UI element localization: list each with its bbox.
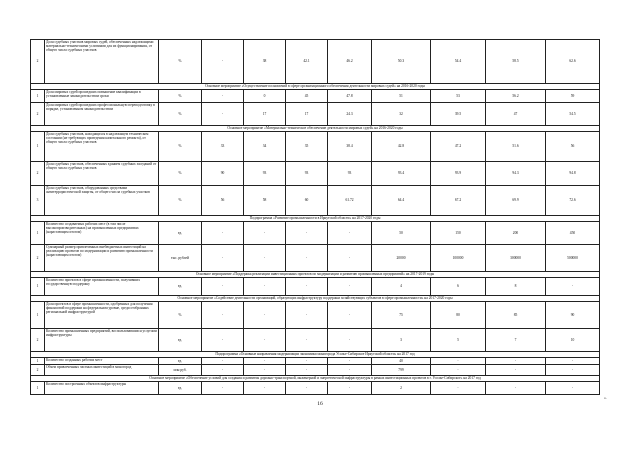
table-row xyxy=(31,40,600,84)
row-number: 2 xyxy=(31,245,45,272)
table-row xyxy=(31,132,600,162)
section-title: Подпрограмма «Развитие промышленности в Иркутской области» на 2017-2020 годы xyxy=(31,216,600,222)
indicator-name: Доля мировых судей прошедших профессиональную переподготовку в порядке, установленном законодательством xyxy=(45,103,159,126)
value-cell: 0 xyxy=(244,90,286,103)
value-cell: 42.8 xyxy=(372,132,431,162)
value-cell: 39.5 xyxy=(431,103,486,126)
value-cell: - xyxy=(431,365,486,376)
table-row xyxy=(31,222,600,245)
value-cell: 47.8 xyxy=(328,90,372,103)
unit-cell: % xyxy=(159,302,202,329)
value-cell: 85 xyxy=(486,302,546,329)
value-cell: 7 xyxy=(486,329,546,352)
section-title: Основное мероприятие «Содействие деятельности организаций, образующих инфраструктуру поддержки хозяйствующих субъектов в сфере промышленности» на 2017-2020 годы xyxy=(31,296,600,302)
indicator-name: Количество создаваемых рабочих мест (в том числе высокопроизводительных) на промышленных предприятиях (нарастающим итогом) xyxy=(45,222,159,245)
value-cell: 61.72 xyxy=(328,186,372,216)
value-cell: 59 xyxy=(546,90,600,103)
row-number: 1 xyxy=(31,358,45,365)
value-cell: - xyxy=(202,90,244,103)
value-cell: - xyxy=(286,329,328,352)
value-cell: 17 xyxy=(286,103,328,126)
table-row xyxy=(31,358,600,365)
value-cell: 51 xyxy=(372,90,431,103)
value-cell: - xyxy=(202,382,244,395)
unit-cell: ед. xyxy=(159,222,202,245)
value-cell: - xyxy=(328,382,372,395)
value-cell: - xyxy=(286,382,328,395)
value-cell: - xyxy=(546,278,600,296)
value-cell: - xyxy=(202,302,244,329)
section-title: Подпрограмма «Основные направления модернизации экономики моногорода Усолье-Сибирское Иркутской области» на 2017 год xyxy=(31,352,600,358)
table-row xyxy=(31,162,600,186)
value-cell: - xyxy=(328,302,372,329)
value-cell: 67.2 xyxy=(431,186,486,216)
value-cell: - xyxy=(202,365,244,376)
indicator-name: Объем привлеченных частных инвестиций в моногород xyxy=(45,365,159,376)
value-cell: 56 xyxy=(202,186,244,216)
value-cell: - xyxy=(244,365,286,376)
table-row xyxy=(31,186,600,216)
value-cell: - xyxy=(286,365,328,376)
value-cell: - xyxy=(244,382,286,395)
value-cell: 40 xyxy=(372,358,431,365)
value-cell: 6 xyxy=(431,278,486,296)
value-cell: - xyxy=(328,278,372,296)
value-cell: - xyxy=(328,358,372,365)
unit-cell: ед. xyxy=(159,278,202,296)
value-cell: - xyxy=(286,358,328,365)
value-cell: 72.6 xyxy=(546,186,600,216)
table-row xyxy=(31,103,600,126)
value-cell: 53 xyxy=(431,90,486,103)
value-cell: - xyxy=(546,365,600,376)
row-number: 2 xyxy=(31,329,45,352)
value-cell: 51.6 xyxy=(486,132,546,162)
value-cell: 8 xyxy=(486,278,546,296)
row-number: 1 xyxy=(31,302,45,329)
row-number: 2 xyxy=(31,162,45,186)
value-cell: 32 xyxy=(372,103,431,126)
value-cell: - xyxy=(202,278,244,296)
row-number: 1 xyxy=(31,90,45,103)
table-row xyxy=(31,278,600,296)
value-cell: - xyxy=(202,40,244,84)
indicator-name: Доля судебных участков, обеспеченных зданием судебных заседаний от общего числа судебных участков xyxy=(45,162,159,186)
indicator-name: Доля проектов в сфере промышленности, одобренных для получения финансовой поддержки на федеральном уровне, среди отобранных региональной инфраструктурой xyxy=(45,302,159,329)
edge-mark: ». xyxy=(604,396,607,400)
indicator-name: Количество проектов в сфере промышленности, получивших государственную поддержку xyxy=(45,278,159,296)
section-title: Основное мероприятие «Материально-техническое обеспечение деятельности мировых судей» на 2016-2020 годы xyxy=(31,126,600,132)
row-number: 2 xyxy=(31,365,45,376)
value-cell: 10 xyxy=(546,329,600,352)
row-number: 2 xyxy=(31,103,45,126)
value-cell: 69.9 xyxy=(486,186,546,216)
value-cell: - xyxy=(286,222,328,245)
value-cell: - xyxy=(244,245,286,272)
value-cell: - xyxy=(328,222,372,245)
value-cell: - xyxy=(202,329,244,352)
value-cell: - xyxy=(244,329,286,352)
value-cell: - xyxy=(328,245,372,272)
indicator-name: Доля судебных участков мировых судей, обеспеченных надлежащими материально-техническими условиями для их функционирования, от общего числа судебных участков xyxy=(45,40,159,84)
unit-cell: млн руб. xyxy=(159,365,202,376)
value-cell: 45 xyxy=(286,90,328,103)
table-row xyxy=(31,329,600,352)
value-cell: - xyxy=(286,278,328,296)
value-cell: 33 xyxy=(202,132,244,162)
indicator-name: Доля судебных участков, оборудованных средствами антитеррористической защиты, от общего числа судебных участков xyxy=(45,186,159,216)
row-number: 1 xyxy=(31,132,45,162)
value-cell: 56.2 xyxy=(486,90,546,103)
unit-cell: ед. xyxy=(159,358,202,365)
value-cell: 93 xyxy=(244,162,286,186)
value-cell: 47 xyxy=(486,103,546,126)
unit-cell: % xyxy=(159,132,202,162)
indicator-name: Количество построенных объектов инфраструктуры xyxy=(45,382,159,395)
unit-cell: % xyxy=(159,162,202,186)
value-cell: 799 xyxy=(372,365,431,376)
indicator-name: Доля судебных участков, находящихся в надлежащем техническом состоянии (не требующих проведения капитального ремонта), от общего числа судебных участков xyxy=(45,132,159,162)
value-cell: - xyxy=(486,382,546,395)
value-cell: - xyxy=(431,358,486,365)
table-row xyxy=(31,245,600,272)
value-cell: 62.6 xyxy=(546,40,600,84)
unit-cell: % xyxy=(159,40,202,84)
value-cell: 90 xyxy=(546,302,600,329)
value-cell: 60 xyxy=(286,186,328,216)
value-cell: 35 xyxy=(286,132,328,162)
table-row xyxy=(31,90,600,103)
value-cell: 54.4 xyxy=(431,40,486,84)
value-cell: - xyxy=(202,222,244,245)
value-cell: 58 xyxy=(244,186,286,216)
value-cell: - xyxy=(286,302,328,329)
section-title: Основное мероприятие «Поддержка реализации инвестиционных проектов по модернизации и развитию промышленных предприятий» на 2017-2019 годы xyxy=(31,272,600,278)
value-cell: 5 xyxy=(431,329,486,352)
value-cell: - xyxy=(244,278,286,296)
value-cell: 500000 xyxy=(546,245,600,272)
value-cell: - xyxy=(286,245,328,272)
value-cell: 20000 xyxy=(372,245,431,272)
table-row xyxy=(31,365,600,376)
value-cell: - xyxy=(202,245,244,272)
value-cell: - xyxy=(486,365,546,376)
value-cell: - xyxy=(244,358,286,365)
value-cell: 200 xyxy=(486,222,546,245)
unit-cell: ед. xyxy=(159,329,202,352)
section-title: Основное мероприятие «Обеспечение условий для создания и развития дорожно-транспортной, инженерной и энергетической инфраструктуры в рамках инвестиционных проектов в г. Усолье-Сибирское» на 2017 год xyxy=(31,376,600,382)
value-cell: 80 xyxy=(431,302,486,329)
indicator-name: Количество промышленных предприятий, воспользовавшихся услугами инфраструктуры xyxy=(45,329,159,352)
row-number: 1 xyxy=(31,222,45,245)
value-cell: 93 xyxy=(286,162,328,186)
value-cell: 94.8 xyxy=(546,162,600,186)
value-cell: 75 xyxy=(372,302,431,329)
section-title: Основное мероприятие «Осуществление полномочий в сфере организационного обеспечения деятельности мировых судей» на 2016-2020 годы xyxy=(31,84,600,90)
indicator-name: Доля мировых судей прошедших повышение квалификации в установленные законодательством сроки xyxy=(45,90,159,103)
value-cell: - xyxy=(328,329,372,352)
value-cell: 17 xyxy=(244,103,286,126)
value-cell: 93.4 xyxy=(372,162,431,186)
value-cell: 150 xyxy=(431,222,486,245)
row-number: 3 xyxy=(31,186,45,216)
unit-cell: % xyxy=(159,90,202,103)
value-cell: 50 xyxy=(372,222,431,245)
row-number: 1 xyxy=(31,382,45,395)
value-cell: 2 xyxy=(372,382,431,395)
indicator-table xyxy=(30,39,599,395)
table-row xyxy=(31,302,600,329)
unit-cell: тыс. рублей xyxy=(159,245,202,272)
value-cell: - xyxy=(202,358,244,365)
unit-cell: % xyxy=(159,103,202,126)
table-row xyxy=(31,382,600,395)
value-cell: 300000 xyxy=(486,245,546,272)
row-number: 2 xyxy=(31,40,45,84)
value-cell: 3 xyxy=(372,329,431,352)
value-cell: - xyxy=(431,382,486,395)
value-cell: - xyxy=(546,358,600,365)
value-cell: 93 xyxy=(328,162,372,186)
unit-cell: ед. xyxy=(159,382,202,395)
value-cell: 93.9 xyxy=(431,162,486,186)
value-cell: - xyxy=(486,358,546,365)
value-cell: 94.3 xyxy=(486,162,546,186)
value-cell: 54.5 xyxy=(546,103,600,126)
value-cell: 38.4 xyxy=(328,132,372,162)
value-cell: 450 xyxy=(546,222,600,245)
value-cell: 24.3 xyxy=(328,103,372,126)
page-number: 16 xyxy=(317,401,323,407)
value-cell: - xyxy=(202,103,244,126)
value-cell: 34 xyxy=(244,132,286,162)
value-cell: - xyxy=(244,302,286,329)
value-cell: 38 xyxy=(244,40,286,84)
row-number: 1 xyxy=(31,278,45,296)
indicator-name: Количество созданных рабочих мест xyxy=(45,358,159,365)
value-cell: 4 xyxy=(372,278,431,296)
value-cell: 50.3 xyxy=(372,40,431,84)
value-cell: - xyxy=(546,382,600,395)
value-cell: - xyxy=(244,222,286,245)
value-cell: 64.4 xyxy=(372,186,431,216)
value-cell: 46.2 xyxy=(328,40,372,84)
value-cell: 42.1 xyxy=(286,40,328,84)
unit-cell: % xyxy=(159,186,202,216)
value-cell: 90 xyxy=(202,162,244,186)
value-cell: 100000 xyxy=(431,245,486,272)
value-cell: 47.2 xyxy=(431,132,486,162)
value-cell: 56 xyxy=(546,132,600,162)
value-cell: 58.5 xyxy=(486,40,546,84)
value-cell: - xyxy=(328,365,372,376)
indicator-name: Суммарный размер привлеченных внебюджетных инвестиций на реализацию проектов по модернизации и развитию промышленности (нарастающим итогом) xyxy=(45,245,159,272)
